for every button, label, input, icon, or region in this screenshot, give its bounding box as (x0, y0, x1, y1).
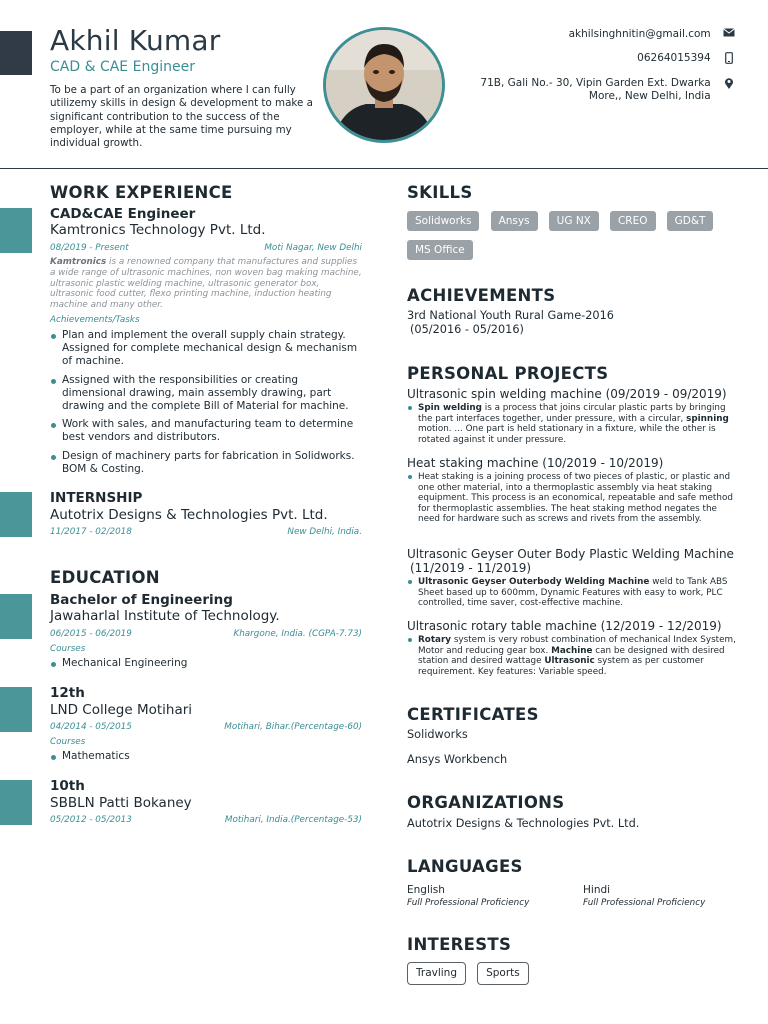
job2-dates: 11/2017 - 02/2018 (50, 527, 132, 537)
job1-title: CAD&CAE Engineer (50, 206, 196, 222)
edu1-meta (50, 629, 362, 639)
language-name: English (407, 884, 445, 896)
job2-title: INTERNSHIP (50, 490, 143, 506)
edu2-course: Mathematics (50, 750, 130, 762)
job2-location: New Delhi, India. (287, 527, 362, 537)
accent-bar-edu3 (0, 780, 32, 825)
contact-address (480, 77, 736, 103)
edu1-location: Khargone, India. (CGPA-7.73) (233, 629, 362, 639)
edu3-dates: 05/2012 - 05/2013 (50, 815, 132, 825)
project1-bold1: Spin welding (418, 403, 482, 413)
project4-description (407, 635, 737, 677)
language-level: Full Professional Proficiency (583, 898, 706, 908)
address-line1: 71B, Gali No.- 30, Vipin Garden Ext. Dwarka (480, 77, 711, 89)
project4-text1: system is very robust combination of mechanical Index System, Motor and reducing gear box. (418, 635, 736, 656)
interest-tag: Travling (407, 962, 466, 985)
list-item: Plan and implement the overall supply chain strategy. Assigned for complete mechanical design & mechanism of machine. (50, 329, 362, 369)
project3-bold1: Ultrasonic Geyser Outerbody Welding Machine (418, 577, 650, 587)
envelope-icon (722, 28, 736, 41)
accent-bar-edu1 (0, 594, 32, 639)
job1-desc-company: Kamtronics (50, 257, 107, 267)
organization-item: Autotrix Designs & Technologies Pvt. Ltd. (407, 817, 640, 830)
personal-projects-heading: PERSONAL PROJECTS (407, 364, 609, 383)
project4-bold1: Rotary (418, 635, 452, 645)
project3-description (407, 577, 737, 609)
edu3-location: Motihari, India.(Percentage-53) (224, 815, 362, 825)
skill-chip: Solidworks (407, 211, 479, 231)
education-heading: EDUCATION (50, 568, 160, 587)
interest-tag: Sports (477, 962, 529, 985)
project3-title-line1: Ultrasonic Geyser Outer Body Plastic Welding Machine (407, 547, 734, 561)
project1-title: Ultrasonic spin welding machine (09/2019 - 09/2019) (407, 387, 727, 401)
organizations-heading: ORGANIZATIONS (407, 793, 565, 812)
interests-list (407, 961, 535, 985)
mobile-phone-icon (722, 52, 736, 68)
job2-meta (50, 527, 362, 537)
certificate-item: Ansys Workbench (407, 753, 508, 766)
achievement-line2: (05/2016 - 05/2016) (410, 323, 524, 336)
job1-location: Moti Nagar, New Delhi (264, 243, 362, 253)
contact-email[interactable] (569, 28, 736, 41)
accent-bar-job2 (0, 492, 32, 537)
job1-meta (50, 243, 362, 253)
edu1-degree: Bachelor of Engineering (50, 592, 233, 608)
edu2-meta (50, 722, 362, 732)
language-name: Hindi (583, 884, 611, 896)
job1-tasks-list (50, 329, 362, 481)
list-item: Design of machinery parts for fabrication in Solidworks. BOM & Costing. (50, 450, 362, 476)
project4-title: Ultrasonic rotary table machine (12/2019 - 12/2019) (407, 619, 722, 633)
profile-photo-illustration (326, 30, 442, 140)
location-pin-icon (722, 77, 736, 94)
project2-description: Heat staking is a joining process of two pieces of plastic, or plastic and one other material, into a thermoplastic assembly via heat staking equipment. This process is an economical, repeatable and safe method for thermoplastic assemblies. The heat staking method negates the need for hardware such as screws and rivets from the assembly. (407, 472, 737, 525)
edu3-school: SBBLN Patti Bokaney (50, 795, 192, 811)
contact-phone[interactable] (637, 52, 736, 68)
interests-heading: INTERESTS (407, 935, 512, 954)
work-experience-heading: WORK EXPERIENCE (50, 183, 233, 202)
project3-text1: weld to Tank ABS Sheet based up to 600mm, Dynamic Features with easy to work, PLC controlled, time saver, cost-effective machine. (418, 577, 728, 609)
accent-bar-job1 (0, 208, 32, 253)
edu1-courses-label: Courses (50, 644, 86, 654)
accent-bar-edu2 (0, 687, 32, 732)
edu1-school: Jawaharlal Institute of Technology. (50, 608, 280, 624)
email-text: akhilsinghnitin@gmail.com (568, 28, 711, 40)
project3-title-line2: (11/2019 - 11/2019) (410, 561, 532, 575)
achievement-line1: 3rd National Youth Rural Game-2016 (407, 309, 614, 322)
project1-text2: motion. ... One part is held stationary in a fixture, while the other is rotated against it under pressure. (418, 424, 716, 445)
project1-text1: is a process that joins circular plastic parts by bringing the part interfaces together, under pressure, with a circular, (418, 403, 726, 424)
project4-bold2: Machine (551, 645, 593, 656)
skill-chip: Ansys (491, 211, 538, 231)
edu3-meta (50, 815, 362, 825)
edu2-degree: 12th (50, 685, 85, 701)
candidate-name: Akhil Kumar (50, 24, 221, 57)
skills-list (407, 209, 737, 267)
skill-chip: GD&T (667, 211, 714, 231)
address-line2: More,, New Delhi, India (588, 90, 711, 102)
languages-heading: LANGUAGES (407, 857, 523, 876)
language-level: Full Professional Proficiency (407, 898, 530, 908)
job1-description (50, 257, 362, 311)
project2-title: Heat staking machine (10/2019 - 10/2019) (407, 456, 664, 470)
job1-tasks-label: Achievements/Tasks (50, 315, 140, 325)
edu2-courses-label: Courses (50, 737, 86, 747)
candidate-title: CAD & CAE Engineer (50, 59, 195, 75)
job1-company: Kamtronics Technology Pvt. Ltd. (50, 222, 266, 238)
job1-desc-rest: is a renowned company that manufactures and supplies a wide range of ultrasonic machines, non woven bag making machine, ultrasonic plastic welding machine, ultrasonic generator box, ultrasonic food cutter, flexo printing machine, induction heating machine and many other. (50, 257, 362, 311)
edu2-school: LND College Motihari (50, 702, 193, 718)
profile-photo (323, 27, 445, 143)
list-item: Assigned with the responsibilities or creating dimensional drawing, main assembly drawing, part drawing and the complete Bill of Material for machine. (50, 374, 362, 414)
skills-heading: SKILLS (407, 183, 473, 202)
list-item: Work with sales, and manufacturing team to determine best vendors and distributors. (50, 418, 362, 444)
project4-text2: can be designed with desired station and desired wattage (418, 645, 725, 667)
achievements-heading: ACHIEVEMENTS (407, 286, 556, 305)
edu1-dates: 06/2015 - 06/2019 (50, 629, 132, 639)
edu3-degree: 10th (50, 778, 85, 794)
skill-chip: UG NX (549, 211, 599, 231)
certificate-item: Solidworks (407, 728, 468, 741)
job2-company: Autotrix Designs & Technologies Pvt. Ltd. (50, 507, 328, 523)
project4-text3: system as per customer requirement. Key features: Variable speed. (418, 656, 704, 677)
phone-text: 06264015394 (637, 52, 711, 64)
edu1-course: Mechanical Engineering (50, 657, 187, 669)
edu2-dates: 04/2014 - 05/2015 (50, 722, 132, 732)
project1-description (407, 403, 737, 445)
skill-chip: CREO (610, 211, 656, 231)
skill-chip: MS Office (407, 240, 473, 260)
project4-bold3: Ultrasonic (544, 656, 595, 667)
header-accent-bar (0, 31, 32, 75)
project1-bold2: spinning (686, 413, 729, 424)
job1-dates: 08/2019 - Present (50, 243, 129, 253)
header-divider (0, 168, 768, 169)
summary-text: To be a part of an organization where I can fully utilizemy skills in design & development to make a significant contribution to the success of the employer, while at the same time pursuing my individual growth. (50, 84, 313, 150)
edu2-location: Motihari, Bihar.(Percentage-60) (224, 722, 362, 732)
certificates-heading: CERTIFICATES (407, 705, 539, 724)
